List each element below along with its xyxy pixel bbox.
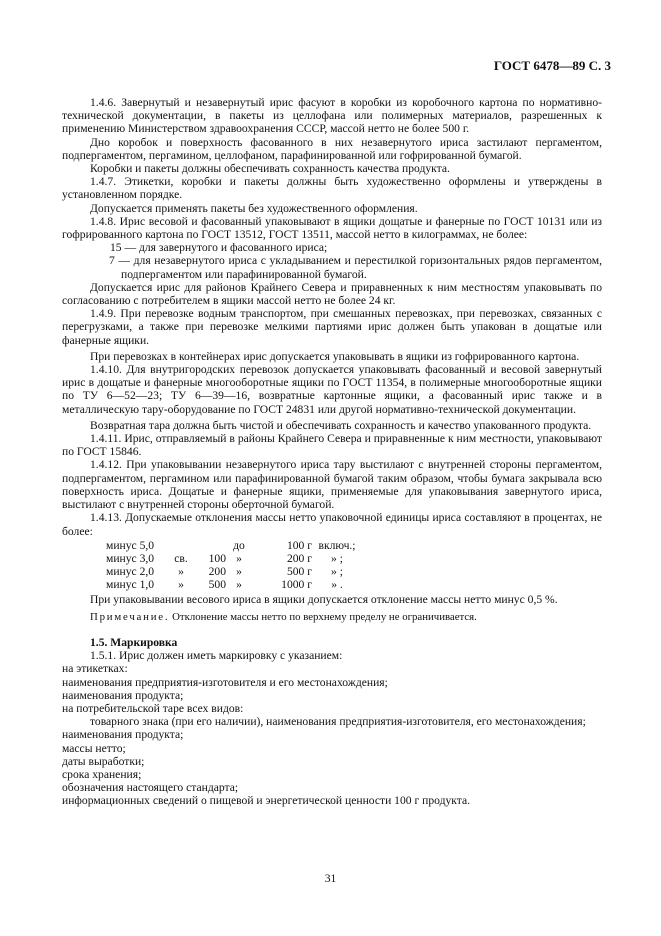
tolerance-cell-minus: минус 3,0	[106, 551, 155, 565]
tolerance-cell-minus: минус 2,0	[106, 565, 155, 579]
tolerance-cell-to-val: 500 г	[286, 565, 312, 579]
paragraph-1-4-10: 1.4.10. Для внутригородских перевозок допускается упаковывать фасованный и весовой завернутый ирис в дощатые и фанерные многооборотные ящики по ГОСТ 11354, в полимерные многооборотные ящики по ТУ 6—52—23; ТУ 6—39—16, возвратные картонные ящики, а фасованный ирис также и в металлическую тару-оборудование по ГОСТ 24831 или другой нормативно-технической документации.	[62, 363, 602, 416]
paragraph-no-design: Допускается применять пакеты без художественного оформления.	[90, 201, 418, 215]
tolerance-cell-end: » ;	[331, 565, 343, 579]
paragraph-1-4-13: 1.4.13. Допускаемые отклонения массы нетто упаковочной единицы ириса составляют в процентах, не более:	[62, 511, 602, 538]
tolerance-cell-to-val: 100 г	[286, 538, 312, 552]
tolerance-cell-to: до	[233, 538, 245, 552]
paragraph-1-4-6: 1.4.6. Завернутый и незавернутый ирис фасуют в коробки из коробочного картона по нормативно-технической документации, в пакеты из целлофана или полимерных материалов, разрешенных к применению Министерством здравоохранения СССР, массой нетто не более 500 г.	[62, 96, 602, 136]
paragraph-1-4-12: 1.4.12. При упаковывании незавернутого ириса тару выстилают с внутренней стороны пергаментом, подпергаментом, пергамином или парафинированной бумагой таким образом, чтобы бумага закрывала всю поверхность ириса. Дощатые и фанерные ящики, применяемые для упаковывания завернутого ириса, выстилают с внутренней стороны оберточной бумагой.	[62, 458, 602, 512]
list-item-7kg: 7 — для незавернутого ириса с укладыванием и перестилкой горизонтальных рядов пергаментом, подпергаментом или парафинированной бумагой.	[109, 254, 602, 281]
paragraph-1-5-1: 1.5.1. Ирис должен иметь маркировку с указанием:	[90, 649, 343, 663]
tolerance-cell-end: » ;	[331, 551, 343, 565]
tolerance-cell-from-val: 100	[208, 551, 226, 565]
tolerance-cell-to: »	[236, 551, 242, 565]
tolerance-row	[106, 578, 362, 591]
section-title-marking: 1.5. Маркировка	[90, 635, 178, 649]
tolerance-cell-to-val: 200 г	[286, 551, 312, 565]
note-text: Отклонение массы нетто по верхнему пределу не ограничивается.	[169, 610, 477, 623]
paragraph-returnable-tare: Возвратная тара должна быть чистой и обеспечивать сохранность и качество упакованного продукта.	[90, 418, 592, 432]
marking-line: даты выработки;	[62, 754, 145, 768]
tolerance-row	[106, 539, 362, 552]
paragraph-box-quality: Коробки и пакеты должны обеспечивать сохранность качества продукта.	[90, 162, 450, 176]
tolerance-cell-from: св.	[174, 551, 188, 565]
marking-line: товарного знака (при его наличии), наименования предприятия-изготовителя, его местонахождения;	[90, 715, 586, 729]
paragraph-box-lining: Дно коробок и поверхность фасованного в них незавернутого ириса застилают пергаментом, подпергаментом, пергамином, целлофаном, парафинированной или гофрированной бумагой.	[62, 135, 602, 162]
marking-line: наименования продукта;	[62, 728, 184, 742]
standard-header: ГОСТ 6478—89 С. 3	[493, 58, 611, 73]
tolerance-cell-minus: минус 5,0	[106, 538, 155, 552]
marking-line: массы нетто;	[62, 741, 126, 755]
note	[62, 611, 602, 624]
paragraph-1-4-8: 1.4.8. Ирис весовой и фасованный упаковывают в ящики дощатые и фанерные по ГОСТ 10131 или из гофрированного картона по ГОСТ 13512, ГОСТ 13511, массой нетто в килограммах, не более:	[62, 214, 602, 242]
note-label: Примечание.	[90, 610, 170, 623]
marking-line: обозначения настоящего стандарта;	[62, 781, 239, 795]
tolerance-row	[106, 552, 362, 565]
tolerance-cell-to: »	[236, 578, 242, 592]
tolerance-cell-end: » .	[331, 578, 343, 592]
marking-labels-heading: на этикетках:	[62, 662, 128, 676]
paragraph-containers: При перевозках в контейнерах ирис допускается упаковывать в ящики из гофрированного картона.	[90, 349, 580, 363]
tolerance-table	[106, 539, 362, 592]
tolerance-cell-to: »	[236, 565, 242, 579]
paragraph-1-4-9: 1.4.9. При перевозке водным транспортом, при смешанных перевозках, при перевозках, связанных с перегрузками, а также при перевозке мелкими партиями ирис должен быть упакован в дощатые или фанерные ящики.	[62, 307, 602, 347]
marking-line: срока хранения;	[62, 767, 142, 781]
tolerance-cell-from: »	[178, 578, 184, 592]
page-number: 31	[324, 872, 337, 885]
paragraph-1-4-7: 1.4.7. Этикетки, коробки и пакеты должны быть художественно оформлены и утверждены в установленном порядке.	[62, 175, 602, 202]
tolerance-cell-minus: минус 1,0	[106, 578, 155, 592]
marking-consumer-heading: на потребительской таре всех видов:	[62, 701, 244, 715]
tolerance-cell-from	[166, 539, 196, 552]
marking-line: наименования продукта;	[62, 688, 184, 702]
document-body	[62, 96, 602, 808]
tolerance-cell-end: включ.;	[318, 538, 356, 552]
tolerance-cell-from-val: 200	[208, 565, 226, 579]
tolerance-cell-from-val	[196, 539, 226, 552]
tolerance-cell-to-val: 1000 г	[281, 578, 312, 592]
tolerance-cell-from: »	[178, 565, 184, 579]
tolerance-cell-from-val: 500	[208, 578, 226, 592]
tolerance-row	[106, 565, 362, 578]
marking-line: наименования предприятия-изготовителя и его местонахождения;	[62, 675, 388, 689]
paragraph-far-north: Допускается ирис для районов Крайнего Севера и приравненных к ним местностям упаковывать по согласованию с потребителем в ящики массой нетто не более 24 кг.	[62, 280, 602, 308]
paragraph-weight-tolerance: При упаковывании весового ириса в ящики допускается отклонение массы нетто минус 0,5 %.	[90, 592, 558, 606]
list-item-15kg: 15 — для завернутого и фасованного ириса;	[110, 241, 328, 255]
paragraph-1-4-11: 1.4.11. Ирис, отправляемый в районы Крайнего Севера и приравненные к ним местности, упаковывают по ГОСТ 15846.	[62, 432, 602, 459]
marking-line: информационных сведений о пищевой и энергетической ценности 100 г продукта.	[62, 794, 471, 808]
